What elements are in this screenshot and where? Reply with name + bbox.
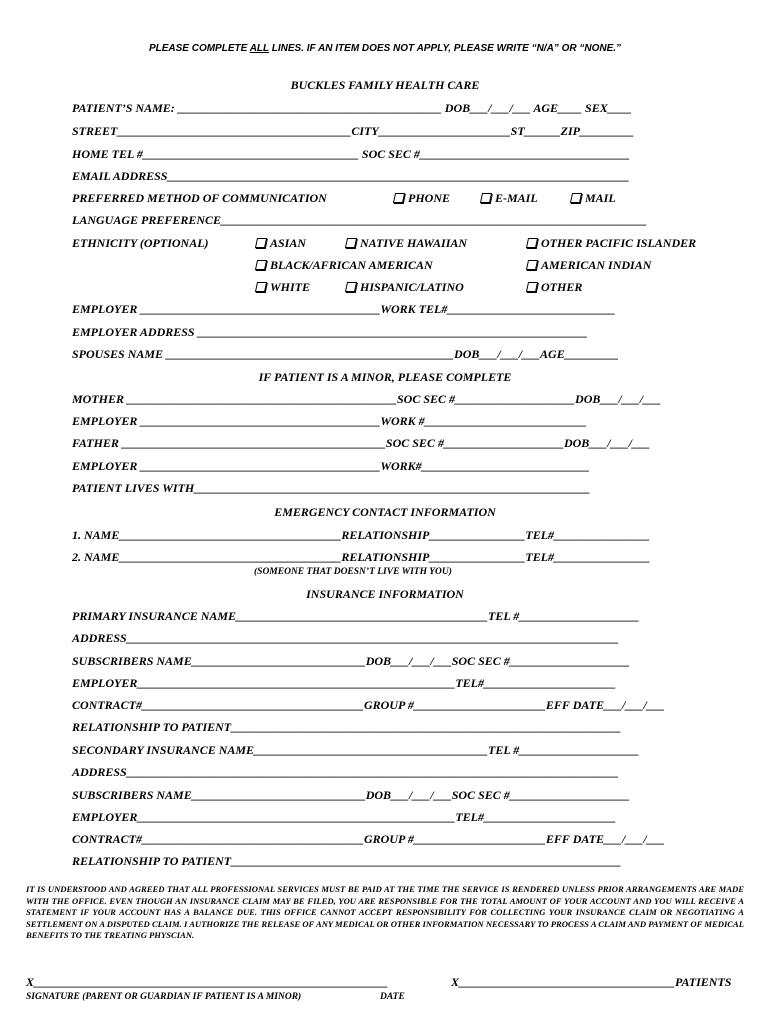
emergency-heading: EMERGENCY CONTACT INFORMATION <box>274 505 496 519</box>
language-field[interactable]: LANGUAGE PREFERENCE_______________________________________________________________________ <box>72 213 648 227</box>
mother-field[interactable]: MOTHER _____________________________________________SOC SEC #____________________DOB___/___/___ <box>72 392 662 406</box>
ethnicity-native-hawaiian[interactable] <box>346 236 467 250</box>
payment-agreement-text: IT IS UNDERSTOOD AND AGREED THAT ALL PROFESSIONAL SERVICES MUST BE PAID AT THE TIME THE SERVICE IS RENDERED UNLESS PRIOR ARRANGEMENTS ARE MADE WITH THE OFFICE. EVEN THOUGH AN INSURANCE CLAIM MAY BE FILED, YOU ARE RESPONSIBLE FOR THE TOTAL AMOUNT OF YOUR ACCOUNT AND YOU WILL RECEIVE A STATEMENT IF YOUR ACCOUNT HAS A BALANCE DUE. THIS OFFICE CANNOT ACCEPT RESPONSIBILITY FOR COLLECTING YOUR INSURANCE CLAIM OR NEGOTIATING A SETTLEMENT ON A DISPUTED CLAIM. I AUTHORIZE THE RELEASE OF ANY MEDICAL OR OTHER INFORMATION NECESSARY TO PROCESS A CLAIM AND PAYMENT OF MEDICAL BENEFITS TO THE TREATING PHYSCIAN. <box>26 884 744 940</box>
checkbox-icon[interactable] <box>526 238 538 248</box>
guardian-signature-line[interactable]: X___________________________________________________________ <box>26 975 389 989</box>
ethnicity-other-pacific-islander[interactable] <box>527 236 696 250</box>
ethnicity-option-label: NATIVE HAWAIIAN <box>360 236 468 250</box>
ethnicity-option-label: OTHER PACIFIC ISLANDER <box>541 236 697 250</box>
ethnicity-american-indian[interactable] <box>527 258 651 272</box>
checkbox-icon[interactable] <box>345 282 357 292</box>
form-title: BUCKLES FAMILY HEALTH CARE <box>290 78 480 92</box>
primary-relationship-field[interactable]: RELATIONSHIP TO PATIENT_________________________________________________________________ <box>72 720 622 734</box>
checkbox-icon[interactable] <box>345 238 357 248</box>
checkbox-icon[interactable] <box>480 193 492 203</box>
checkbox-icon[interactable] <box>570 193 582 203</box>
secondary-address-field[interactable]: ADDRESS__________________________________________________________________________________ <box>72 765 619 779</box>
comm-option-mail[interactable] <box>571 191 616 205</box>
patient-signature-text: X____________________________________PATIENTS <box>451 975 732 989</box>
emergency-contact-2-field[interactable]: 2. NAME_____________________________________RELATIONSHIP________________TEL#________________ <box>72 550 651 564</box>
instruction-emphasis: ALL <box>249 43 269 54</box>
checkbox-icon[interactable] <box>255 282 267 292</box>
ethnicity-asian[interactable] <box>256 236 306 250</box>
primary-insurance-name-field[interactable]: PRIMARY INSURANCE NAME__________________________________________TEL #____________________ <box>72 609 640 623</box>
checkbox-icon[interactable] <box>526 260 538 270</box>
ethnicity-label: ETHNICITY (OPTIONAL) <box>72 236 209 250</box>
signature-caption: SIGNATURE (PARENT OR GUARDIAN IF PATIENT IS A MINOR) <box>26 992 302 1002</box>
father-employer-field[interactable]: EMPLOYER ________________________________________WORK#____________________________ <box>72 459 590 473</box>
ethnicity-option-label: HISPANIC/LATINO <box>360 280 464 294</box>
comm-option-label: MAIL <box>585 191 616 205</box>
secondary-relationship-field[interactable]: RELATIONSHIP TO PATIENT_________________________________________________________________ <box>72 854 622 868</box>
minor-heading: IF PATIENT IS A MINOR, PLEASE COMPLETE <box>258 370 512 384</box>
comm-option-phone[interactable] <box>394 191 450 205</box>
mother-employer-field[interactable]: EMPLOYER ________________________________________WORK #___________________________ <box>72 414 587 428</box>
ethnicity-white[interactable] <box>256 280 310 294</box>
date-label: DATE <box>380 992 405 1002</box>
secondary-subscriber-field[interactable]: SUBSCRIBERS NAME_____________________________DOB___/___/___SOC SEC #____________________ <box>72 788 630 802</box>
patient-name-field[interactable]: PATIENT’S NAME: ____________________________________________ DOB___/___/___ AGE____ SEX____ <box>72 101 632 115</box>
father-field[interactable]: FATHER ____________________________________________SOC SEC #____________________DOB___/___/___ <box>72 436 650 450</box>
ethnicity-option-label: WHITE <box>270 280 311 294</box>
secondary-contract-field[interactable]: CONTRACT#_____________________________________GROUP #______________________EFF DATE___/___/___ <box>72 832 665 846</box>
patient-signature-line[interactable] <box>451 975 731 989</box>
patient-lives-with-field[interactable]: PATIENT LIVES WITH__________________________________________________________________ <box>72 481 591 495</box>
ethnicity-other[interactable] <box>527 280 582 294</box>
checkbox-icon[interactable] <box>393 193 405 203</box>
email-field[interactable]: EMAIL ADDRESS_____________________________________________________________________________ <box>72 169 630 183</box>
comm-option-email[interactable] <box>481 191 538 205</box>
instruction-pre: PLEASE COMPLETE <box>148 43 250 54</box>
ethnicity-option-label: AMERICAN INDIAN <box>541 258 652 272</box>
primary-subscriber-field[interactable]: SUBSCRIBERS NAME_____________________________DOB___/___/___SOC SEC #____________________ <box>72 654 630 668</box>
primary-address-field[interactable]: ADDRESS__________________________________________________________________________________ <box>72 631 619 645</box>
ethnicity-option-label: BLACK/AFRICAN AMERICAN <box>270 258 433 272</box>
communication-label: PREFERRED METHOD OF COMMUNICATION <box>72 191 327 205</box>
insurance-heading: INSURANCE INFORMATION <box>306 587 464 601</box>
emergency-contact-1-field[interactable]: 1. NAME_____________________________________RELATIONSHIP________________TEL#________________ <box>72 528 651 542</box>
spouses-name-field[interactable]: SPOUSES NAME ________________________________________________DOB___/___/___AGE_________ <box>72 347 619 361</box>
street-field[interactable]: STREET_______________________________________CITY______________________ST______ZIP_________ <box>72 124 635 138</box>
secondary-insurance-name-field[interactable]: SECONDARY INSURANCE NAME_______________________________________TEL #____________________ <box>72 743 640 757</box>
comm-option-label: E-MAIL <box>495 191 538 205</box>
ethnicity-option-label: ASIAN <box>270 236 307 250</box>
emergency-contact-note: (SOMEONE THAT DOESN’T LIVE WITH YOU) <box>254 567 452 577</box>
employer-field[interactable]: EMPLOYER ________________________________________WORK TEL#____________________________ <box>72 302 616 316</box>
comm-option-label: PHONE <box>408 191 450 205</box>
ethnicity-black-african-american[interactable] <box>256 258 433 272</box>
home-tel-field[interactable]: HOME TEL #____________________________________ SOC SEC #___________________________________ <box>72 147 630 161</box>
instruction-line <box>0 43 770 54</box>
ethnicity-hispanic-latino[interactable] <box>346 280 464 294</box>
primary-contract-field[interactable]: CONTRACT#_____________________________________GROUP #______________________EFF DATE___/___/___ <box>72 698 665 712</box>
ethnicity-option-label: OTHER <box>541 280 583 294</box>
instruction-post: LINES. IF AN ITEM DOES NOT APPLY, PLEASE WRITE “N/A” OR “NONE.” <box>268 43 622 54</box>
checkbox-icon[interactable] <box>526 282 538 292</box>
checkbox-icon[interactable] <box>255 238 267 248</box>
checkbox-icon[interactable] <box>255 260 267 270</box>
secondary-employer-field[interactable]: EMPLOYER_____________________________________________________TEL#______________________ <box>72 810 617 824</box>
employer-address-field[interactable]: EMPLOYER ADDRESS _________________________________________________________________ <box>72 325 588 339</box>
primary-employer-field[interactable]: EMPLOYER_____________________________________________________TEL#______________________ <box>72 676 617 690</box>
